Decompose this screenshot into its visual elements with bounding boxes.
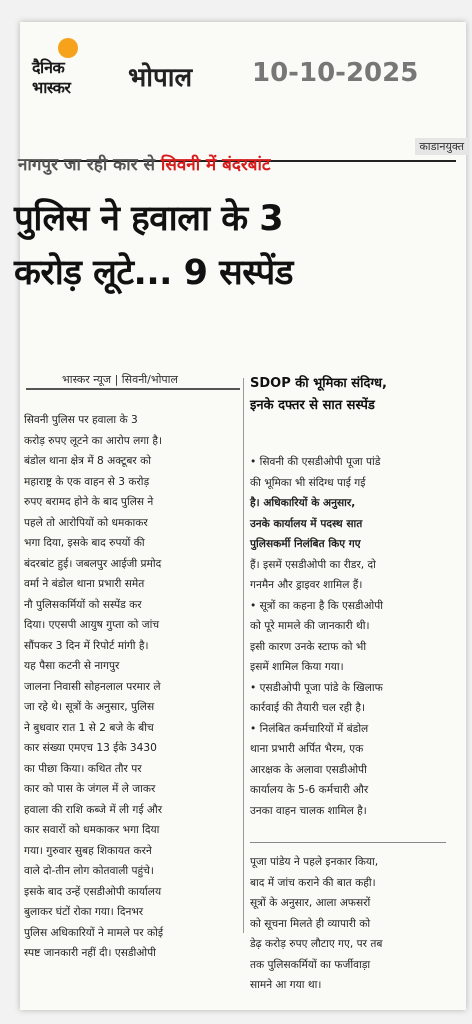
left-column xyxy=(24,410,238,964)
headline-line2: करोड़ लूटे... 9 सस्पेंड xyxy=(14,253,294,293)
text-line: बाद में जांच कराने की बात कही। xyxy=(250,876,376,889)
text-line: थाना प्रभारी अर्पित भैरम, एक xyxy=(250,743,364,755)
text-line: इसमें शामिल किया गया। xyxy=(250,661,344,673)
text-line: जालना निवासी सोहनलाल परमार ले xyxy=(24,680,161,693)
text-line: को सूचना मिलते ही व्यापारी को xyxy=(250,917,371,930)
text-line: • सिवनी की एसडीओपी पूजा पांडे xyxy=(250,456,381,468)
text-line: इसी कारण उनके स्टाफ को भी xyxy=(250,640,367,653)
text-line: हवाला की राशि कब्जे में ली गई और xyxy=(24,803,163,816)
kicker-grey: नागपुर जा रही कार से xyxy=(18,155,155,175)
logo-text-line1: दैनिक xyxy=(32,58,65,77)
sub-headline xyxy=(250,373,450,417)
text-line: यह पैसा कटनी से नागपुर xyxy=(24,660,120,672)
text-line: बंदरबांट हुई। जबलपुर आईजी प्रमोद xyxy=(24,557,162,570)
text-line: रुपए बरामद होने के बाद पुलिस ने xyxy=(24,496,154,508)
edition-stamp: काडानयुक्त xyxy=(415,138,468,155)
dainik-bhaskar-logo xyxy=(28,38,108,108)
text-line: सिवनी पुलिस पर हवाला के 3 xyxy=(24,414,138,426)
publication-date: 10-10-2025 xyxy=(252,58,419,88)
logo-text-line2: भास्कर xyxy=(32,78,71,97)
text-line: हैं। इसमें एसडीओपी का रीडर, दो xyxy=(250,558,376,571)
text-line: आरक्षक के अलावा एसडीओपी xyxy=(250,763,367,776)
text-line: स्पष्ट जानकारी नहीं दी। एसडीओपी xyxy=(24,947,156,959)
text-line: सामने आ गया था। xyxy=(250,979,322,991)
text-line: ने बुधवार रात 1 से 2 बजे के बीच xyxy=(24,721,154,734)
column-divider xyxy=(243,378,244,933)
text-line: कार्रवाई की तैयारी चल रही है। xyxy=(250,702,366,714)
text-line: तक पुलिसकर्मियों का फर्जीवाड़ा xyxy=(250,958,371,971)
right-column-continued xyxy=(250,852,450,996)
kicker-red: सिवनी में बंदरबांट xyxy=(160,155,271,175)
sub-headline-line2: इनके दफ्तर से सात सस्पेंड xyxy=(250,398,375,413)
text-line: वर्मा ने बंडोल थाना प्रभारी समेत xyxy=(24,578,145,590)
text-line: सूत्रों के अनुसार, आला अफसरों xyxy=(250,897,371,909)
text-line: दिया। एएसपी आयुष गुप्ता को जांच xyxy=(24,619,160,631)
text-line: • निलंबित कर्मचारियों में बंडोल xyxy=(250,722,369,735)
text-line: को पूरे मामले की जानकारी थी। xyxy=(250,620,370,632)
text-line: उनका वाहन चालक शामिल है। xyxy=(250,804,367,817)
text-line: • एसडीओपी पूजा पांडे के खिलाफ xyxy=(250,681,383,694)
text-line: करोड़ रुपए लूटने का आरोप लगा है। xyxy=(24,434,163,447)
text-line: पुलिसकर्मी निलंबित किए गए xyxy=(250,538,361,550)
text-line: भगा दिया, इसके बाद रुपयों की xyxy=(24,537,145,549)
text-line: बुलाकर घंटों रोका गया। दिनभर xyxy=(24,906,144,918)
city-name: भोपाल xyxy=(128,63,193,93)
text-line: नौ पुलिसकर्मियों को सस्पेंड कर xyxy=(24,598,142,611)
text-line: है। अधिकारियों के अनुसार, xyxy=(250,497,356,509)
text-line: बंडोल थाना क्षेत्र में 8 अक्टूबर को xyxy=(24,455,151,467)
text-line: पूजा पांडेय ने पहले इनकार किया, xyxy=(250,856,379,868)
text-line: जा रहे थे। सूत्रों के अनुसार, पुलिस xyxy=(24,701,155,713)
byline-divider xyxy=(26,388,240,390)
headline-line1: पुलिस ने हवाला के 3 xyxy=(14,199,284,239)
text-line: की भूमिका भी संदिग्ध पाई गई xyxy=(250,476,366,489)
text-line: पुलिस अधिकारियों ने मामले पर कोई xyxy=(24,926,164,939)
sun-icon xyxy=(58,38,78,58)
text-line: कार सवारों को धमकाकर भगा दिया xyxy=(24,824,160,836)
kicker xyxy=(18,152,448,175)
sub-headline-line1: SDOP की भूमिका संदिग्ध, xyxy=(250,376,387,391)
text-line: डेढ़ करोड़ रुपए लौटाए गए, पर तब xyxy=(250,938,383,950)
text-line: कार संख्या एमएच 13 ईके 3430 xyxy=(24,742,157,754)
text-line: कार को पास के जंगल में ले जाकर xyxy=(24,783,156,795)
text-line: गया। गुरुवार सुबह शिकायत करने xyxy=(24,844,152,857)
text-line: गनमैन और ड्राइवर शामिल हैं। xyxy=(250,579,363,591)
right-column xyxy=(250,452,450,821)
text-line: वाले दो-तीन लोग कोतवाली पहुंचे। xyxy=(24,865,154,877)
text-line: महाराष्ट्र के एक वाहन से 3 करोड़ xyxy=(24,475,150,488)
text-line: कार्यालय के 5-6 कर्मचारी और xyxy=(250,784,369,796)
text-line: इसके बाद उन्हें एसडीओपी कार्यालय xyxy=(24,885,162,898)
text-line: पहले तो आरोपियों को धमकाकर xyxy=(24,516,148,529)
headline xyxy=(14,192,446,300)
text-line: • सूत्रों का कहना है कि एसडीओपी xyxy=(250,599,384,612)
section-divider xyxy=(250,842,446,843)
text-line: का पीछा किया। कथित तौर पर xyxy=(24,762,142,775)
text-line: उनके कार्यालय में पदस्थ सात xyxy=(250,517,363,530)
byline: भास्कर न्यूज | सिवनी/भोपाल xyxy=(62,373,178,386)
text-line: सौंपकर 3 दिन में रिपोर्ट मांगी है। xyxy=(24,639,149,652)
